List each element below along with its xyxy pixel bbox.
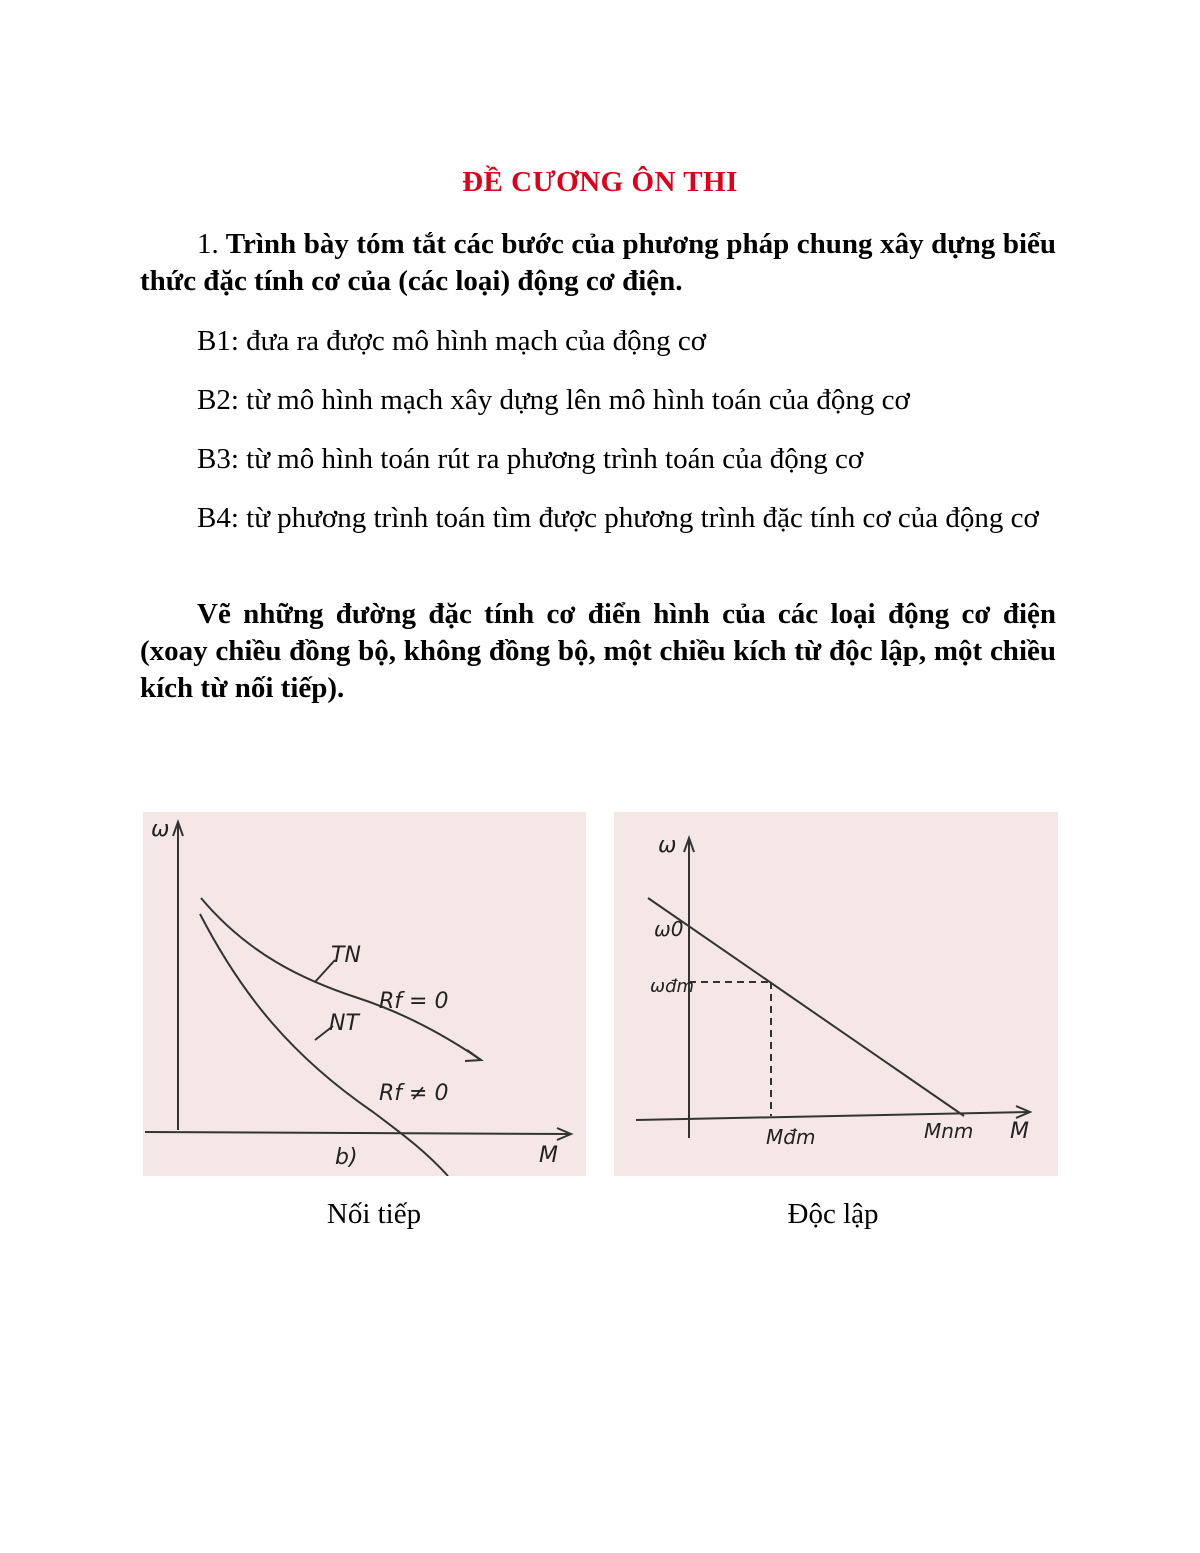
document-title: ĐỀ CƯƠNG ÔN THI: [462, 166, 738, 198]
figure-series-motor: [143, 812, 586, 1176]
question-1-number: 1.: [197, 228, 219, 260]
series-x-axis-label: M: [539, 1143, 558, 1168]
question-2: Vẽ những đường đặc tính cơ điển hình của các loại động cơ điện (xoay chiều đồng bộ, không đồng bộ, một chiều kích từ độc lập, một chiều kích từ nối tiếp).: [140, 598, 1056, 704]
label-m-nm: Mnm: [924, 1119, 974, 1143]
separate-x-axis-label: M: [1010, 1119, 1029, 1144]
step-b3: B3: từ mô hình toán rút ra phương trình toán của động cơ: [197, 443, 864, 475]
separate-y-axis-label: ω: [658, 833, 677, 858]
label-nt: NT: [329, 1011, 359, 1036]
label-b: b): [335, 1145, 358, 1170]
series-y-axis-label: ω: [151, 817, 170, 842]
step-b4: B4: từ phương trình toán tìm được phương trình đặc tính cơ của động cơ: [197, 502, 1039, 534]
label-omega-dm: ωđm: [650, 976, 695, 997]
question-1-text: Trình bày tóm tắt các bước của phương pháp chung xây dựng biểu thức đặc tính cơ của (các loại) động cơ điện.: [140, 228, 1056, 297]
label-rfne: Rf ≠ 0: [379, 1081, 449, 1106]
question-1: [140, 226, 1056, 300]
separate-motor-diagram: [614, 812, 1058, 1176]
label-omega0: ω0: [654, 917, 684, 941]
step-b1: B1: đưa ra được mô hình mạch của động cơ: [197, 325, 707, 357]
label-rf0: Rf = 0: [379, 989, 449, 1014]
series-motor-diagram: [143, 812, 586, 1176]
series-x-axis: [145, 1132, 571, 1134]
step-b2: B2: từ mô hình mạch xây dựng lên mô hình toán của động cơ: [197, 384, 910, 416]
caption-separate: Độc lập: [787, 1198, 879, 1230]
label-tn: TN: [331, 943, 361, 968]
curve-nt: [200, 914, 448, 1176]
figure-separate-motor: [614, 812, 1058, 1176]
characteristic-line: [648, 898, 964, 1116]
caption-series: Nối tiếp: [326, 1198, 422, 1230]
label-m-dm: Mđm: [766, 1125, 816, 1149]
